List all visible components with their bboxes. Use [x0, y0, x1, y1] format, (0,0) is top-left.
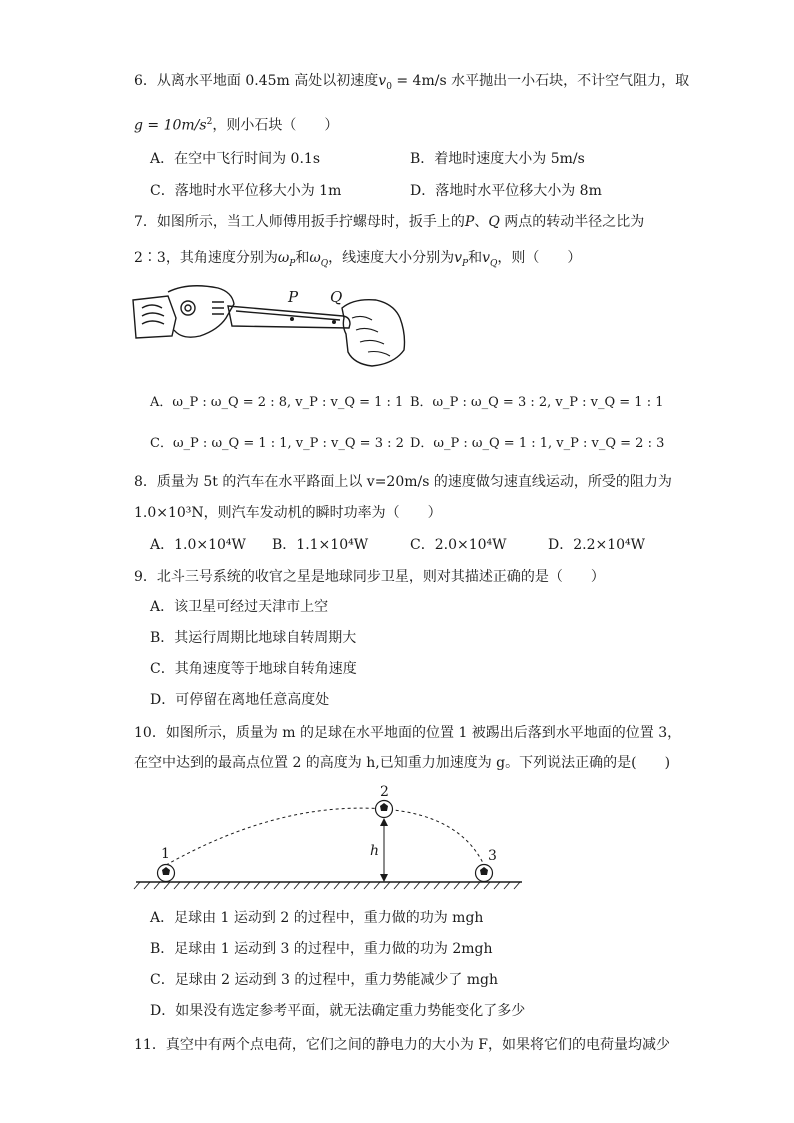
q10-stem-line2: 在空中达到的最高点位置 2 的高度为 h,已知重力加速度为 g。下列说法正确的是( ) — [134, 755, 671, 771]
figure-label-q: Q — [330, 288, 343, 306]
q10-option-a: A．足球由 1 运动到 2 的过程中，重力做的功为 mgh — [150, 910, 484, 926]
q8-stem-line1: 8．质量为 5t 的汽车在水平路面上以 v=20m/s 的速度做匀速直线运动，所受的阻力为 — [134, 474, 672, 490]
ball-position-3 — [476, 865, 493, 882]
q6-stem-line2: $g = 10m/s^2$，则小石块（ ） — [134, 117, 339, 134]
q7-stem-line1: 7．如图所示，当工人师傅用扳手拧螺母时，扳手上的P、Q 两点的转动半径之比为 — [134, 214, 645, 230]
q10-option-c: C．足球由 2 运动到 3 的过程中，重力势能减少了 mgh — [150, 972, 499, 988]
q10-option-d: D．如果没有选定参考平面，就无法确定重力势能变化了多少 — [150, 1003, 526, 1019]
q7-option-a: A．ω_P : ω_Q = 2 : 8, v_P : v_Q = 1 : 1 — [150, 395, 404, 410]
figure-label-p: P — [288, 288, 299, 306]
point-p — [290, 317, 294, 321]
ball-position-1 — [158, 865, 175, 882]
q6-option-c: C．落地时水平位移大小为 1m — [150, 183, 342, 199]
q6-option-b: B．着地时速度大小为 5m/s — [410, 151, 585, 167]
q11-stem-line1: 11．真空中有两个点电荷，它们之间的静电力的大小为 F，如果将它们的电荷量均减少 — [134, 1037, 670, 1053]
q10-option-b: B．足球由 1 运动到 3 的过程中，重力做的功为 2mgh — [150, 941, 493, 957]
label-2: 2 — [380, 785, 389, 800]
trajectory-figure — [130, 785, 525, 895]
wrench-figure — [128, 278, 413, 373]
q7-option-d: D．ω_P : ω_Q = 1 : 1, v_P : v_Q = 2 : 3 — [410, 436, 665, 451]
q9-option-c: C．其角速度等于地球自转角速度 — [150, 661, 357, 677]
q6-stem-line1: 6．从离水平地面 0.45m 高处以初速度$v_0 = 4m/s$ 水平抛出一小石块，不计空气阻力，取 — [134, 73, 690, 92]
q8-option-c: C．2.0×10⁴W — [410, 537, 507, 553]
q7-option-b: B．ω_P : ω_Q = 3 : 2, v_P : v_Q = 1 : 1 — [410, 395, 664, 410]
q8-option-a: A．1.0×10⁴W — [150, 537, 246, 553]
q10-stem-line1: 10．如图所示，质量为 m 的足球在水平地面的位置 1 被踢出后落到水平地面的位置 3， — [134, 725, 682, 741]
label-1: 1 — [161, 846, 170, 862]
q6-option-d: D．落地时水平位移大小为 8m — [410, 183, 602, 199]
ball-position-2 — [376, 801, 393, 818]
q7-option-c: C．ω_P : ω_Q = 1 : 1, v_P : v_Q = 3 : 2 — [150, 436, 404, 451]
trajectory-path — [166, 808, 484, 865]
q9-option-b: B．其运行周期比地球自转周期大 — [150, 630, 357, 646]
q6-option-a: A．在空中飞行时间为 0.1s — [150, 151, 321, 167]
q8-option-b: B．1.1×10⁴W — [272, 537, 369, 553]
label-3: 3 — [488, 848, 497, 864]
q9-stem: 9．北斗三号系统的收官之星是地球同步卫星，则对其描述正确的是（ ） — [134, 569, 605, 585]
q8-stem-line2: 1.0×10³N，则汽车发动机的瞬时功率为（ ） — [134, 505, 442, 521]
q9-option-a: A．该卫星可经过天津市上空 — [150, 599, 329, 615]
q7-stem-line2: 2∶3，其角速度分别为$\omega_P$和$\omega_Q$，线速度大小分别为$v_P$和$v_Q$，则（ ） — [134, 250, 582, 269]
point-q — [332, 320, 336, 324]
q9-option-d: D．可停留在离地任意高度处 — [150, 692, 330, 708]
label-h: h — [370, 843, 380, 859]
q8-option-d: D．2.2×10⁴W — [548, 537, 646, 553]
